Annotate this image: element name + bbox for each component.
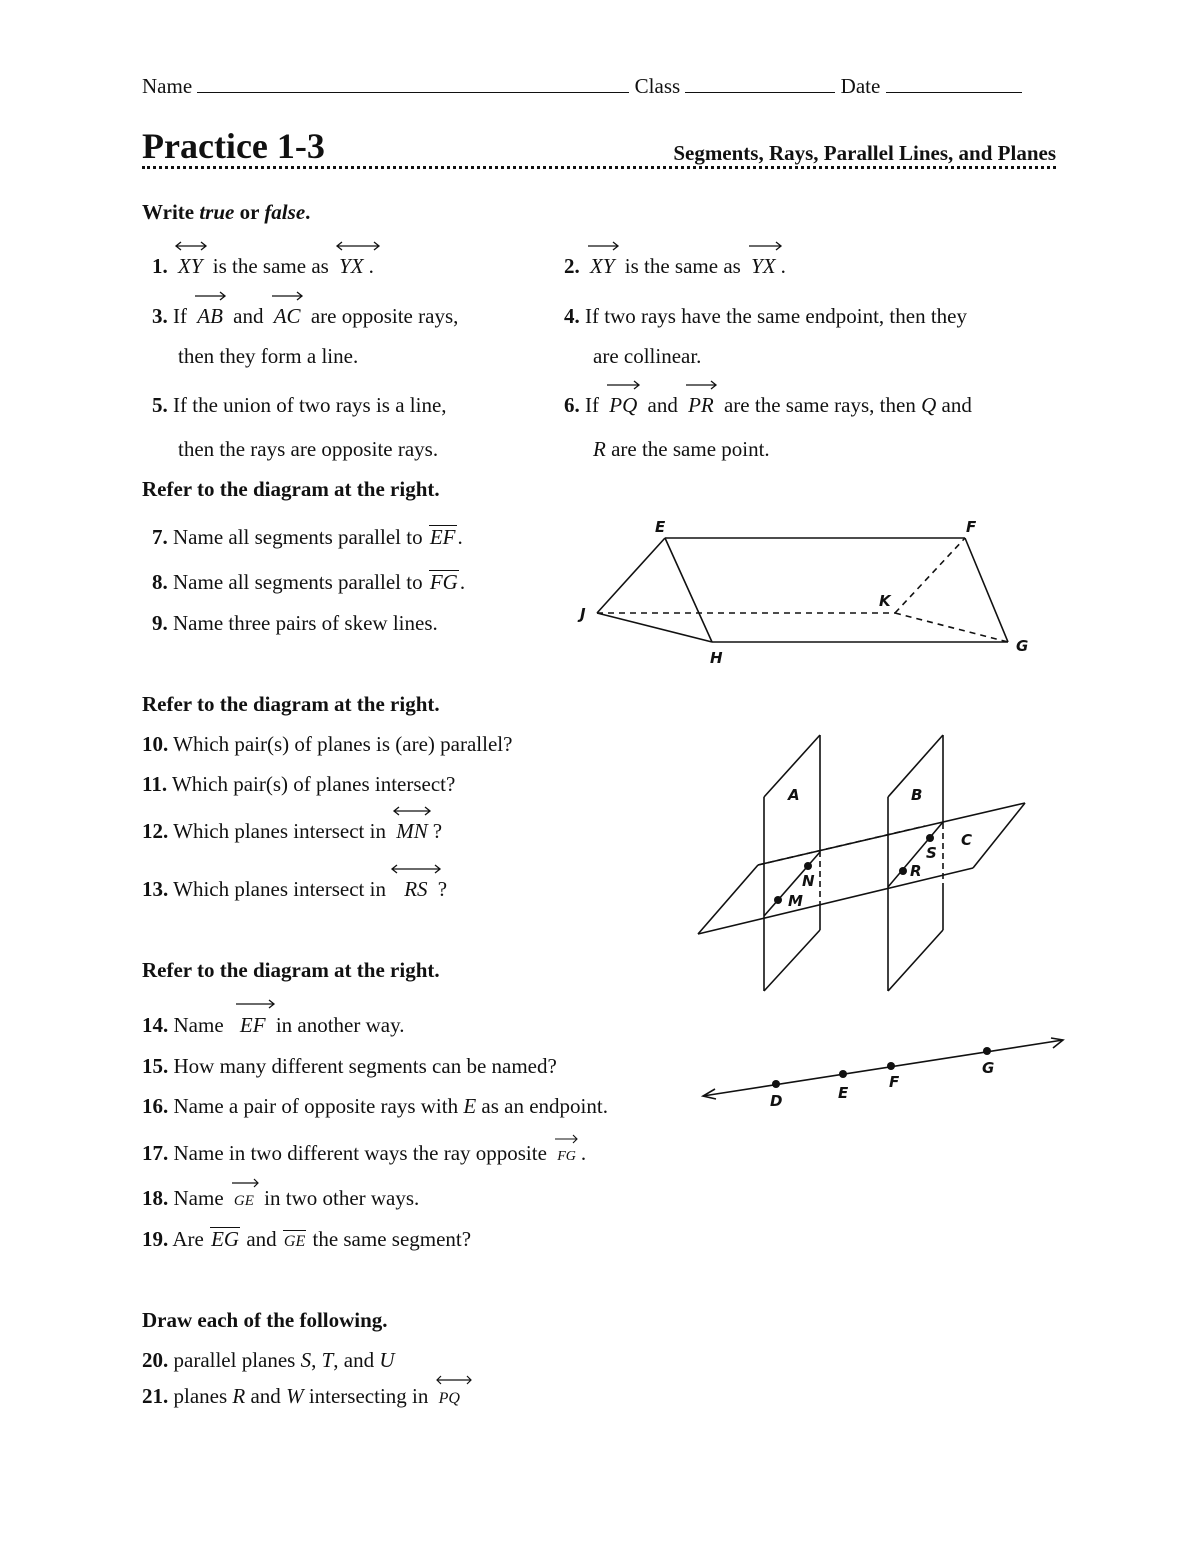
- question-2: 2. XY is the same as YX .: [564, 253, 786, 279]
- label-K: K: [879, 592, 891, 610]
- line-symbol: XY: [175, 253, 206, 279]
- question-9: 9. Name three pairs of skew lines.: [152, 611, 438, 635]
- question-11: 11. Which pair(s) of planes intersect?: [142, 772, 456, 796]
- planes-diagram: [690, 725, 1035, 1000]
- segment-symbol: FG: [429, 570, 458, 594]
- question-12: 12. Which planes intersect in MN ?: [142, 818, 442, 844]
- section-heading: Refer to the diagram at the right.: [142, 958, 440, 982]
- point-G: [983, 1047, 991, 1055]
- point-M: [774, 896, 782, 904]
- question-6-line2: R are the same point.: [593, 437, 770, 461]
- question-1: 1. XY is the same as YX .: [152, 253, 374, 279]
- question-4: 4. If two rays have the same endpoint, then they: [564, 304, 967, 328]
- question-21: 21. planes R and W intersecting in PQ: [142, 1383, 465, 1412]
- label-F: F: [966, 518, 977, 536]
- label-E: E: [655, 518, 666, 536]
- label-C: C: [961, 831, 973, 849]
- line-symbol: PQ: [436, 1386, 463, 1412]
- line-symbol: MN: [393, 818, 431, 844]
- label-J: J: [580, 605, 586, 623]
- point-D: [772, 1080, 780, 1088]
- label-B: B: [911, 786, 923, 804]
- question-7: 7. Name all segments parallel to EF.: [152, 525, 463, 549]
- ray-symbol: PR: [685, 392, 717, 418]
- class-field[interactable]: [685, 72, 835, 93]
- label-A: A: [788, 786, 800, 804]
- point-E: [839, 1070, 847, 1078]
- name-field[interactable]: [197, 72, 629, 93]
- page-subtitle: Segments, Rays, Parallel Lines, and Planes: [673, 141, 1056, 165]
- ray-symbol: AB: [194, 303, 226, 329]
- ray-symbol: GE: [231, 1188, 257, 1214]
- ray-symbol: PQ: [606, 392, 640, 418]
- section-heading: Refer to the diagram at the right.: [142, 477, 440, 501]
- question-14: 14. Name EF in another way.: [142, 1012, 405, 1038]
- label-N: N: [802, 872, 815, 890]
- ray-symbol: AC: [271, 303, 304, 329]
- prism-diagram: [570, 510, 1040, 675]
- point-F: [887, 1062, 895, 1070]
- line-symbol: RS: [401, 876, 430, 902]
- label-D: D: [770, 1092, 783, 1110]
- date-label: Date: [840, 74, 881, 98]
- question-6: 6. If PQ and PR are the same rays, then Q and: [564, 392, 972, 418]
- label-E: E: [838, 1084, 849, 1102]
- section-heading: Refer to the diagram at the right.: [142, 692, 440, 716]
- point-N: [804, 862, 812, 870]
- question-19: 19. Are EG and GE the same segment?: [142, 1226, 471, 1255]
- question-20: 20. parallel planes S, T, and U: [142, 1348, 395, 1372]
- name-label: Name: [142, 74, 193, 98]
- title-bar: [142, 126, 1056, 169]
- date-field[interactable]: [886, 72, 1022, 93]
- question-16: 16. Name a pair of opposite rays with E as an endpoint.: [142, 1094, 608, 1118]
- label-H: H: [710, 649, 723, 667]
- label-G: G: [982, 1059, 995, 1077]
- question-5-line2: then the rays are opposite rays.: [178, 437, 439, 461]
- question-8: 8. Name all segments parallel to FG.: [152, 570, 466, 594]
- ray-symbol: XY: [587, 253, 618, 279]
- label-R: R: [910, 862, 922, 880]
- question-5: 5. If the union of two rays is a line,: [152, 393, 447, 417]
- ray-symbol: EF: [237, 1012, 269, 1038]
- section-heading: Draw each of the following.: [142, 1308, 388, 1332]
- label-G: G: [1016, 637, 1029, 655]
- segment-symbol: EF: [429, 525, 456, 549]
- label-S: S: [926, 844, 937, 862]
- class-label: Class: [634, 74, 681, 98]
- ray-symbol: FG: [554, 1144, 579, 1170]
- point-R: [899, 867, 907, 875]
- header-row: [142, 72, 1022, 99]
- question-17: 17. Name in two different ways the ray opposite FG .: [142, 1140, 586, 1170]
- number-line-diagram: [695, 1030, 1075, 1115]
- segment-symbol: GE: [282, 1229, 307, 1255]
- point-S: [926, 834, 934, 842]
- ray-symbol: YX: [748, 253, 779, 279]
- question-10: 10. Which pair(s) of planes is (are) parallel?: [142, 732, 513, 756]
- label-M: M: [788, 892, 803, 910]
- line-symbol: YX: [336, 253, 367, 279]
- page-title: Practice 1-3: [142, 126, 325, 166]
- instruction-true-false: Write true or false.: [142, 200, 311, 224]
- label-F: F: [889, 1073, 900, 1091]
- question-4-line2: are collinear.: [593, 344, 702, 368]
- question-15: 15. How many different segments can be named?: [142, 1054, 557, 1078]
- question-3-line2: then they form a line.: [178, 344, 359, 368]
- question-3: 3. If AB and AC are opposite rays,: [152, 303, 458, 329]
- segment-symbol: EG: [211, 1227, 240, 1251]
- question-13: 13. Which planes intersect in RS ?: [142, 876, 447, 902]
- question-18: 18. Name GE in two other ways.: [142, 1185, 419, 1214]
